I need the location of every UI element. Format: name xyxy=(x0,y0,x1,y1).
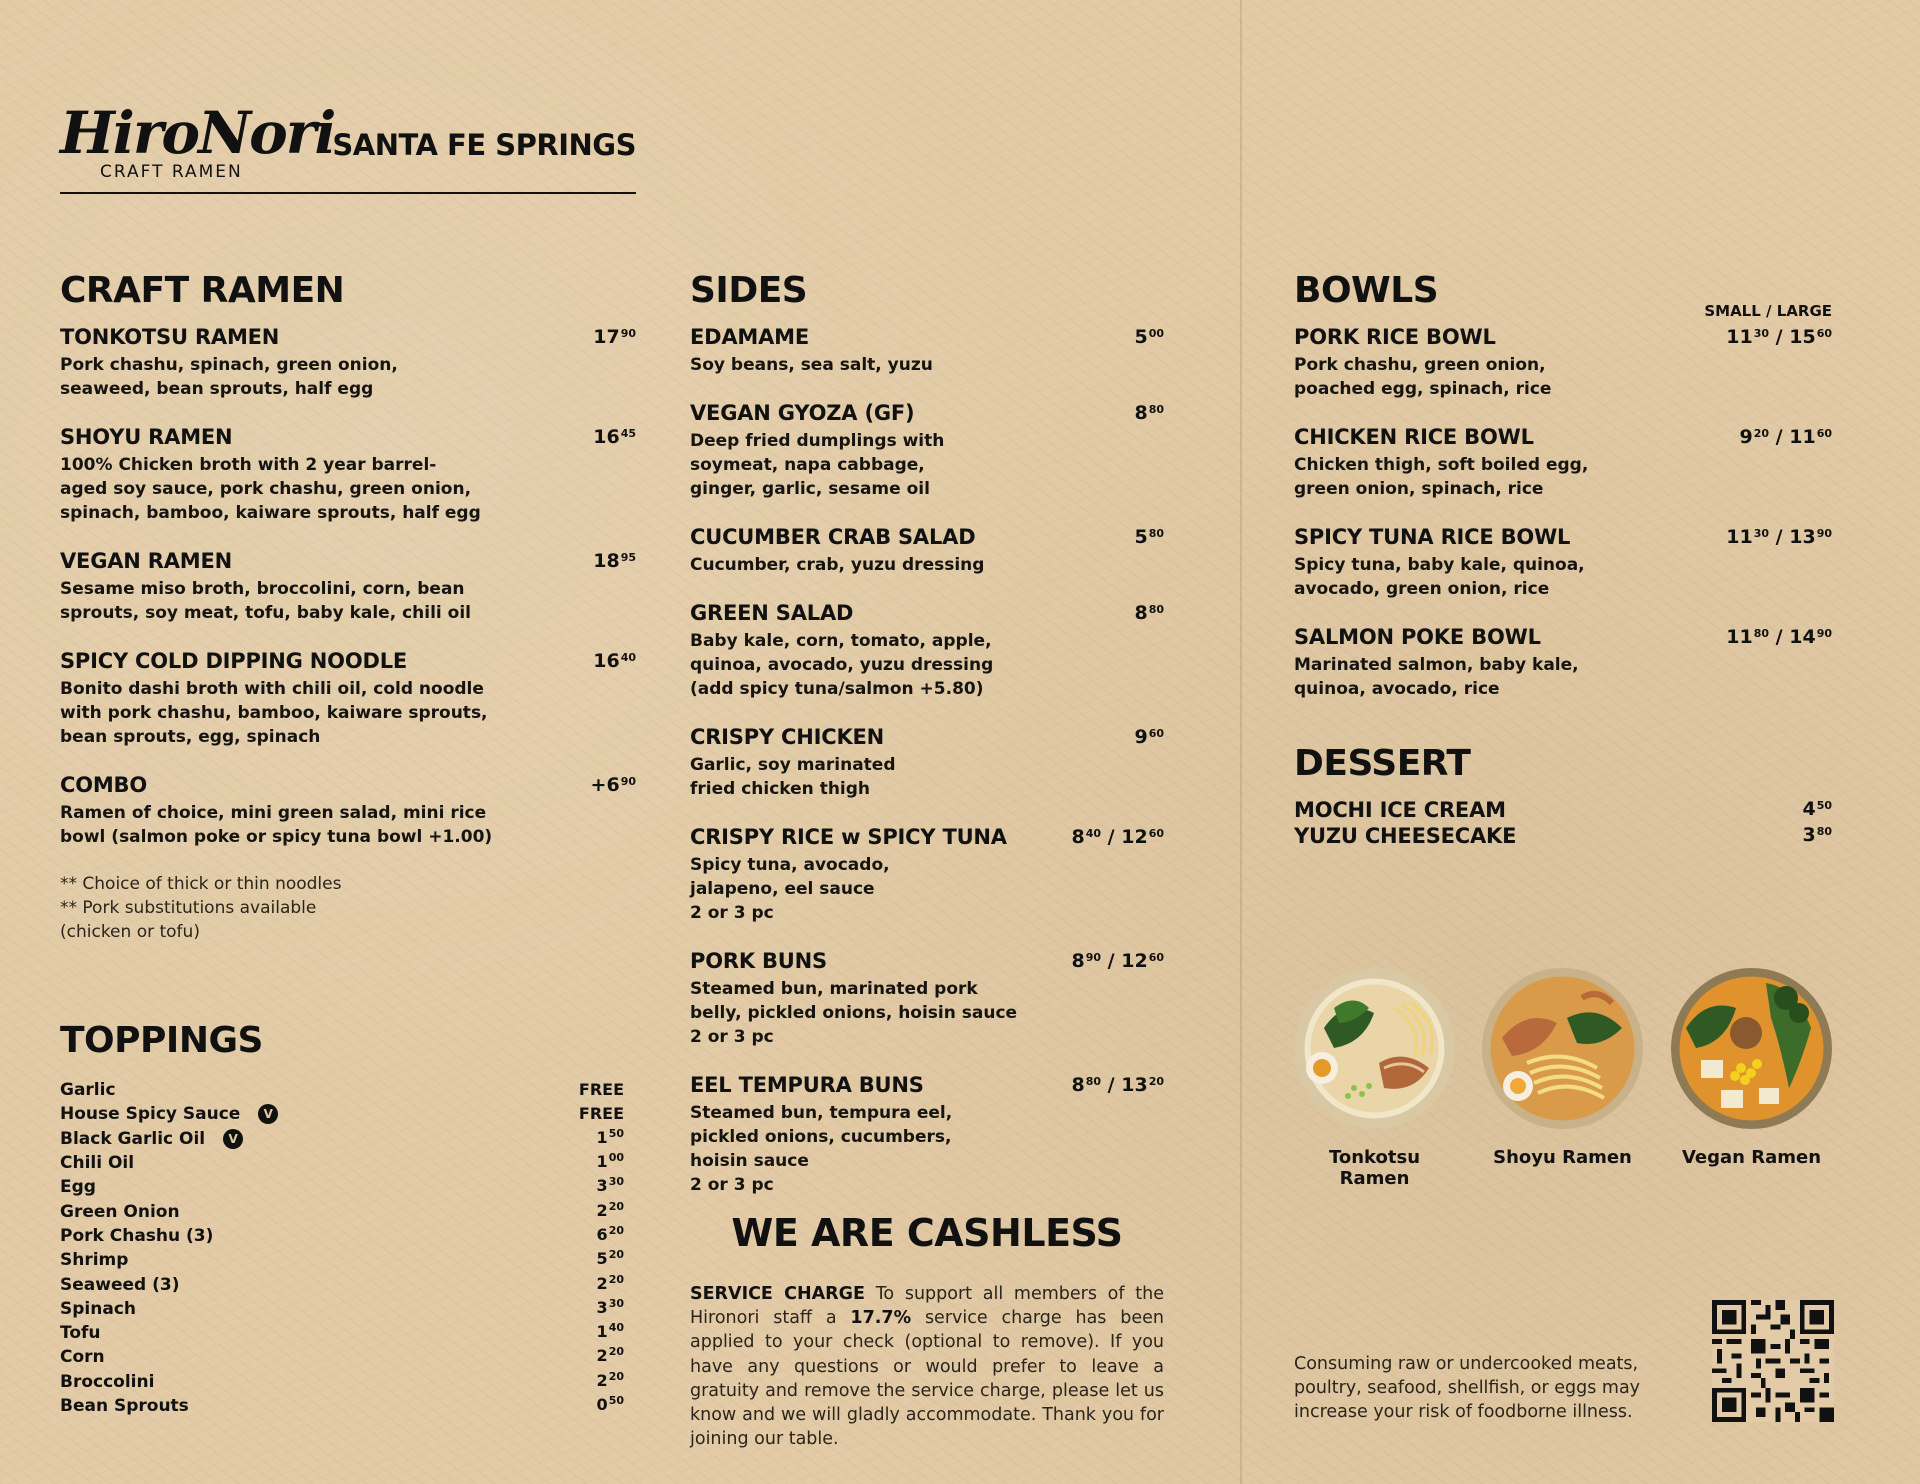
price2-main: 14 xyxy=(1789,626,1816,648)
item-price: $8^{80} / 13^{20}$ xyxy=(1071,1074,1164,1096)
price2-main: 11 xyxy=(1789,426,1816,448)
side-item-green-salad xyxy=(690,600,1164,701)
section-title-dessert: DESSERT xyxy=(1294,743,1471,784)
dessert-price xyxy=(1802,822,1832,851)
foodborne-illness-disclaimer: Consuming raw or undercooked meats, poultry, seafood, shellfish, or eggs may increase your risk of foodborne illness. xyxy=(1294,1354,1641,1422)
item-price xyxy=(591,772,636,801)
price-main: 17 xyxy=(593,326,620,348)
item-description: Steamed bun, tempura eel, pickled onions, cucumbers, hoisin sauce 2 or 3 pc xyxy=(690,1103,953,1195)
item-name: SHOYU RAMEN xyxy=(60,425,233,449)
topping-name: Egg xyxy=(60,1177,96,1198)
price-cents: 80 xyxy=(1148,603,1164,616)
topping-name: Garlic xyxy=(60,1080,116,1101)
topping-pork-chashu-3 xyxy=(60,1224,624,1248)
logo-wordmark: HiroNori xyxy=(60,99,335,167)
item-price: $8^{90} / 12^{60}$ xyxy=(1071,950,1164,972)
topping-green-onion xyxy=(60,1199,624,1223)
ramen-item-tonkotsu-ramen xyxy=(60,324,636,401)
dessert-price xyxy=(1802,796,1832,825)
fold-line xyxy=(1240,0,1242,1484)
topping-name: Chili Oil xyxy=(60,1153,135,1174)
topping-bean-sprouts xyxy=(60,1394,624,1418)
topping-name: Spinach xyxy=(60,1298,136,1319)
price-main: 1 xyxy=(596,1127,608,1147)
dessert-list xyxy=(1294,797,1832,849)
photo-shoyu xyxy=(1482,968,1643,1168)
price2-main: 15 xyxy=(1789,326,1816,348)
price-cents: 90 xyxy=(620,775,636,788)
bowls-list xyxy=(1294,324,1832,701)
topping-corn xyxy=(60,1345,624,1369)
price2-cents: 90 xyxy=(1816,527,1832,540)
vegan-badge-icon: V xyxy=(223,1129,243,1149)
topping-price xyxy=(579,1077,624,1103)
price-main: 5 xyxy=(1134,526,1148,548)
item-name: SPICY TUNA RICE BOWL xyxy=(1294,525,1571,549)
item-description: Cucumber, crab, yuzu dressing xyxy=(690,555,985,575)
item-price: $9^{20} / 11^{60}$ xyxy=(1739,426,1832,448)
topping-spinach xyxy=(60,1297,624,1321)
topping-name: Pork Chashu (3) xyxy=(60,1225,214,1246)
price-cents: 50 xyxy=(608,1126,624,1140)
item-description: Spicy tuna, avocado, jalapeno, eel sauce 2 or 3 pc xyxy=(690,855,890,923)
side-item-edamame xyxy=(690,324,1164,377)
topping-tofu xyxy=(60,1321,624,1345)
ramen-list xyxy=(60,324,636,849)
price-main: 1 xyxy=(596,1322,608,1342)
price-cents: 60 xyxy=(1148,727,1164,740)
item-price xyxy=(1134,600,1164,629)
bowls-title-text: BOWLS xyxy=(1294,270,1439,311)
bowl-item-spicy-tuna-rice-bowl xyxy=(1294,524,1832,601)
craft-ramen-section xyxy=(60,268,636,944)
price-cents: 20 xyxy=(608,1345,624,1359)
item-price xyxy=(593,424,636,453)
topping-name: Bean Sprouts xyxy=(60,1396,189,1416)
topping-name: Shrimp xyxy=(60,1250,129,1271)
item-name: VEGAN RAMEN xyxy=(60,549,233,573)
dessert-name: YUZU CHEESECAKE xyxy=(1294,824,1517,848)
price-main: 9 xyxy=(1739,426,1753,448)
price2-cents: 60 xyxy=(1816,327,1832,340)
service-charge-text-1: To support all members of the Hironori staff a xyxy=(690,1284,1164,1329)
photo-tonkotsu xyxy=(1294,968,1455,1189)
toppings-list xyxy=(60,1078,624,1418)
logo-subtitle: CRAFT RAMEN xyxy=(100,162,243,182)
vegan-ramen-photo xyxy=(1671,968,1832,1129)
cashless-section xyxy=(690,1210,1164,1451)
topping-name: Corn xyxy=(60,1347,105,1368)
price-main: 8 xyxy=(1071,826,1085,848)
topping-chili-oil xyxy=(60,1151,624,1175)
topping-black-garlic-oil xyxy=(60,1127,624,1151)
price-main: FREE xyxy=(578,1080,624,1100)
item-description: Pork chashu, spinach, green onion, seaweed, bean sprouts, half egg xyxy=(60,355,398,399)
price-cents: 45 xyxy=(620,427,636,440)
item-price xyxy=(1134,724,1164,753)
dessert-item-yuzu-cheesecake xyxy=(1294,823,1832,849)
service-charge-text xyxy=(690,1282,1164,1451)
price-main: 6 xyxy=(596,1224,608,1244)
item-name: GREEN SALAD xyxy=(690,601,854,625)
noodle-notes: ** Choice of thick or thin noodles ** Pork substitutions available (chicken or tofu) xyxy=(60,874,342,942)
price-cents: 20 xyxy=(608,1272,624,1286)
item-price: $11^{30} / 13^{90}$ xyxy=(1726,526,1832,548)
topping-name: Broccolini xyxy=(60,1371,155,1392)
price2-cents: 60 xyxy=(1148,951,1164,964)
price-cents: 30 xyxy=(1753,327,1770,340)
ramen-item-combo xyxy=(60,772,636,849)
item-price: $11^{30} / 15^{60}$ xyxy=(1726,326,1832,348)
section-title-toppings: TOPPINGS xyxy=(60,1020,263,1061)
item-price xyxy=(593,548,636,577)
item-name: VEGAN GYOZA (GF) xyxy=(690,401,915,425)
item-name: CHICKEN RICE BOWL xyxy=(1294,425,1534,449)
item-name: PORK RICE BOWL xyxy=(1294,325,1496,349)
price2-cents: 90 xyxy=(1816,627,1832,640)
ramen-item-spicy-cold-dipping-noodle xyxy=(60,648,636,749)
item-name: PORK BUNS xyxy=(690,949,827,973)
topping-shrimp xyxy=(60,1248,624,1272)
price-cents: 80 xyxy=(1148,527,1164,540)
item-name: EEL TEMPURA BUNS xyxy=(690,1073,924,1097)
price-cents: 20 xyxy=(608,1223,624,1237)
item-description: Ramen of choice, mini green salad, mini rice bowl (salmon poke or spicy tuna bowl +1.00) xyxy=(60,803,493,847)
side-item-eel-tempura-buns xyxy=(690,1072,1164,1197)
item-description: Marinated salmon, baby kale, quinoa, avocado, rice xyxy=(1294,655,1579,699)
price-cents: 50 xyxy=(1816,798,1832,812)
item-description: Pork chashu, green onion, poached egg, spinach, rice xyxy=(1294,355,1552,399)
price2-main: 12 xyxy=(1121,826,1148,848)
topping-price xyxy=(579,1101,624,1127)
price-cents: 30 xyxy=(608,1175,624,1189)
price-cents: 30 xyxy=(1753,527,1770,540)
price2-main: 13 xyxy=(1121,1074,1148,1096)
item-description: Sesame miso broth, broccolini, corn, bean sprouts, soy meat, tofu, baby kale, chili oil xyxy=(60,579,472,623)
vegan-badge-icon: V xyxy=(258,1104,278,1124)
item-description: Spicy tuna, baby kale, quinoa, avocado, green onion, rice xyxy=(1294,555,1585,599)
qr-code-icon[interactable] xyxy=(1712,1300,1834,1422)
topping-name: Tofu xyxy=(60,1323,101,1344)
price-main: 11 xyxy=(1726,326,1753,348)
price-main: 2 xyxy=(596,1200,608,1220)
price-main: 2 xyxy=(596,1370,608,1390)
item-description: Garlic, soy marinated fried chicken thigh xyxy=(690,755,896,799)
sides-section xyxy=(690,268,1164,1220)
service-charge-label: SERVICE CHARGE xyxy=(690,1284,865,1304)
service-charge-percent: 17.7% xyxy=(850,1308,912,1329)
price-main: 1 xyxy=(596,1152,608,1172)
price-main: 18 xyxy=(593,550,620,572)
price-main: 8 xyxy=(1071,950,1085,972)
side-item-vegan-gyoza-gf xyxy=(690,400,1164,501)
item-description: Chicken thigh, soft boiled egg, green onion, spinach, rice xyxy=(1294,455,1589,499)
price-main: FREE xyxy=(578,1104,624,1124)
service-charge-text-2: service charge has been applied to your check (optional to remove). If you have any questions or would prefer to leave a gratuity and remove the service charge, please let us know and we will gladly accommodate. Thank you for joining our table. xyxy=(690,1308,1164,1450)
price-main: 5 xyxy=(596,1249,608,1269)
item-price xyxy=(1134,524,1164,553)
item-description: Steamed bun, marinated pork belly, pickled onions, hoisin sauce 2 or 3 pc xyxy=(690,979,1018,1047)
item-price: $11^{80} / 14^{90}$ xyxy=(1726,626,1832,648)
cashless-title: WE ARE CASHLESS xyxy=(731,1211,1123,1255)
price-cents: 90 xyxy=(1085,951,1102,964)
price-main: 16 xyxy=(593,650,620,672)
price-cents: 80 xyxy=(1085,1075,1102,1088)
price-main: 2 xyxy=(596,1346,608,1366)
price-main: 8 xyxy=(1134,602,1148,624)
sides-list xyxy=(690,324,1164,1197)
topping-name: Green Onion xyxy=(60,1201,180,1222)
section-title-bowls xyxy=(1294,268,1832,320)
item-description: 100% Chicken broth with 2 year barrel- aged soy sauce, pork chashu, green onion, spinach, bamboo, kaiware sprouts, half egg xyxy=(60,455,481,523)
bowls-section xyxy=(1294,268,1832,849)
ramen-item-shoyu-ramen xyxy=(60,424,636,525)
topping-broccolini xyxy=(60,1370,624,1394)
price-cents: 80 xyxy=(1753,627,1770,640)
bowl-item-pork-rice-bowl xyxy=(1294,324,1832,401)
item-name: COMBO xyxy=(60,773,148,797)
section-title-sides: SIDES xyxy=(690,270,808,311)
photo-caption-vegan: Vegan Ramen xyxy=(1681,1147,1822,1168)
item-name: CRISPY RICE w SPICY TUNA xyxy=(690,825,1007,849)
price2-cents: 60 xyxy=(1816,427,1832,440)
topping-name: Seaweed (3) xyxy=(60,1274,180,1295)
toppings-section xyxy=(60,1018,624,1418)
item-name: CRISPY CHICKEN xyxy=(690,725,885,749)
item-description: Deep fried dumplings with soymeat, napa cabbage, ginger, garlic, sesame oil xyxy=(690,431,945,499)
bowl-item-chicken-rice-bowl xyxy=(1294,424,1832,501)
price-cents: 00 xyxy=(608,1151,624,1165)
item-price: $8^{40} / 12^{60}$ xyxy=(1071,826,1164,848)
price2-main: 13 xyxy=(1789,526,1816,548)
location-title: SANTA FE SPRINGS xyxy=(332,128,636,162)
bowl-item-salmon-poke-bowl xyxy=(1294,624,1832,701)
price2-cents: 60 xyxy=(1148,827,1164,840)
price-main: 3 xyxy=(1802,823,1816,846)
dessert-name: MOCHI ICE CREAM xyxy=(1294,798,1506,822)
price-main: 16 xyxy=(593,426,620,448)
side-item-crispy-chicken xyxy=(690,724,1164,801)
size-note: SMALL / LARGE xyxy=(1704,302,1832,320)
topping-name: House Spicy Sauce xyxy=(60,1104,241,1125)
price-cents: 20 xyxy=(608,1199,624,1213)
price2-main: 12 xyxy=(1121,950,1148,972)
price-cents: 40 xyxy=(608,1321,624,1335)
price-main: 8 xyxy=(1134,402,1148,424)
photo-vegan xyxy=(1671,968,1832,1168)
item-description: Baby kale, corn, tomato, apple, quinoa, avocado, yuzu dressing (add spicy tuna/salmon +5.80) xyxy=(690,631,994,699)
item-description: Bonito dashi broth with chili oil, cold noodle with pork chashu, bamboo, kaiware sprouts, bean sprouts, egg, spinach xyxy=(60,679,488,747)
item-name: CUCUMBER CRAB SALAD xyxy=(690,525,976,549)
shoyu-ramen-photo xyxy=(1482,968,1643,1129)
price-cents: 95 xyxy=(620,551,636,564)
price-cents: 50 xyxy=(608,1394,624,1408)
item-description: Soy beans, sea salt, yuzu xyxy=(690,355,933,375)
price-cents: 40 xyxy=(620,651,636,664)
tonkotsu-ramen-photo xyxy=(1294,968,1455,1129)
price-main: 3 xyxy=(596,1176,608,1196)
price-main: 9 xyxy=(1134,726,1148,748)
photo-caption-shoyu: Shoyu Ramen xyxy=(1493,1147,1632,1168)
side-item-pork-buns xyxy=(690,948,1164,1049)
topping-house-spicy-sauce xyxy=(60,1102,624,1126)
section-title-craft-ramen: CRAFT RAMEN xyxy=(60,270,345,311)
price-main: 2 xyxy=(596,1273,608,1293)
price-cents: 90 xyxy=(620,327,636,340)
ramen-photos xyxy=(1294,968,1832,1188)
topping-garlic xyxy=(60,1078,624,1102)
item-name: TONKOTSU RAMEN xyxy=(60,325,280,349)
item-price xyxy=(1134,324,1164,353)
brand-header xyxy=(60,98,636,194)
topping-price xyxy=(597,1392,624,1420)
price-main: 4 xyxy=(1802,797,1816,820)
item-price xyxy=(593,324,636,353)
item-name: EDAMAME xyxy=(690,325,810,349)
price-cents: 00 xyxy=(1148,327,1164,340)
price-main: 11 xyxy=(1726,526,1753,548)
price-main: 0 xyxy=(596,1395,608,1415)
price2-cents: 20 xyxy=(1148,1075,1164,1088)
price-cents: 20 xyxy=(608,1248,624,1262)
price-main: +6 xyxy=(590,774,620,796)
price-main: 8 xyxy=(1071,1074,1085,1096)
topping-seaweed-3 xyxy=(60,1272,624,1296)
dessert-item-mochi-ice-cream xyxy=(1294,797,1832,823)
price-main: 3 xyxy=(596,1297,608,1317)
price-cents: 80 xyxy=(1816,824,1832,838)
photo-caption-tonkotsu: Tonkotsu Ramen xyxy=(1328,1147,1421,1189)
price-cents: 30 xyxy=(608,1296,624,1310)
price-cents: 40 xyxy=(1085,827,1102,840)
item-price xyxy=(593,648,636,677)
side-item-cucumber-crab-salad xyxy=(690,524,1164,577)
price-main: 5 xyxy=(1134,326,1148,348)
item-name: SPICY COLD DIPPING NOODLE xyxy=(60,649,408,673)
price-cents: 80 xyxy=(1148,403,1164,416)
topping-egg xyxy=(60,1175,624,1199)
item-name: SALMON POKE BOWL xyxy=(1294,625,1541,649)
ramen-item-vegan-ramen xyxy=(60,548,636,625)
item-price xyxy=(1134,400,1164,429)
side-item-crispy-rice-w-spicy-tuna xyxy=(690,824,1164,925)
price-cents: 20 xyxy=(608,1369,624,1383)
topping-name: Black Garlic Oil xyxy=(60,1128,206,1149)
price-main: 11 xyxy=(1726,626,1753,648)
price-cents: 20 xyxy=(1753,427,1770,440)
